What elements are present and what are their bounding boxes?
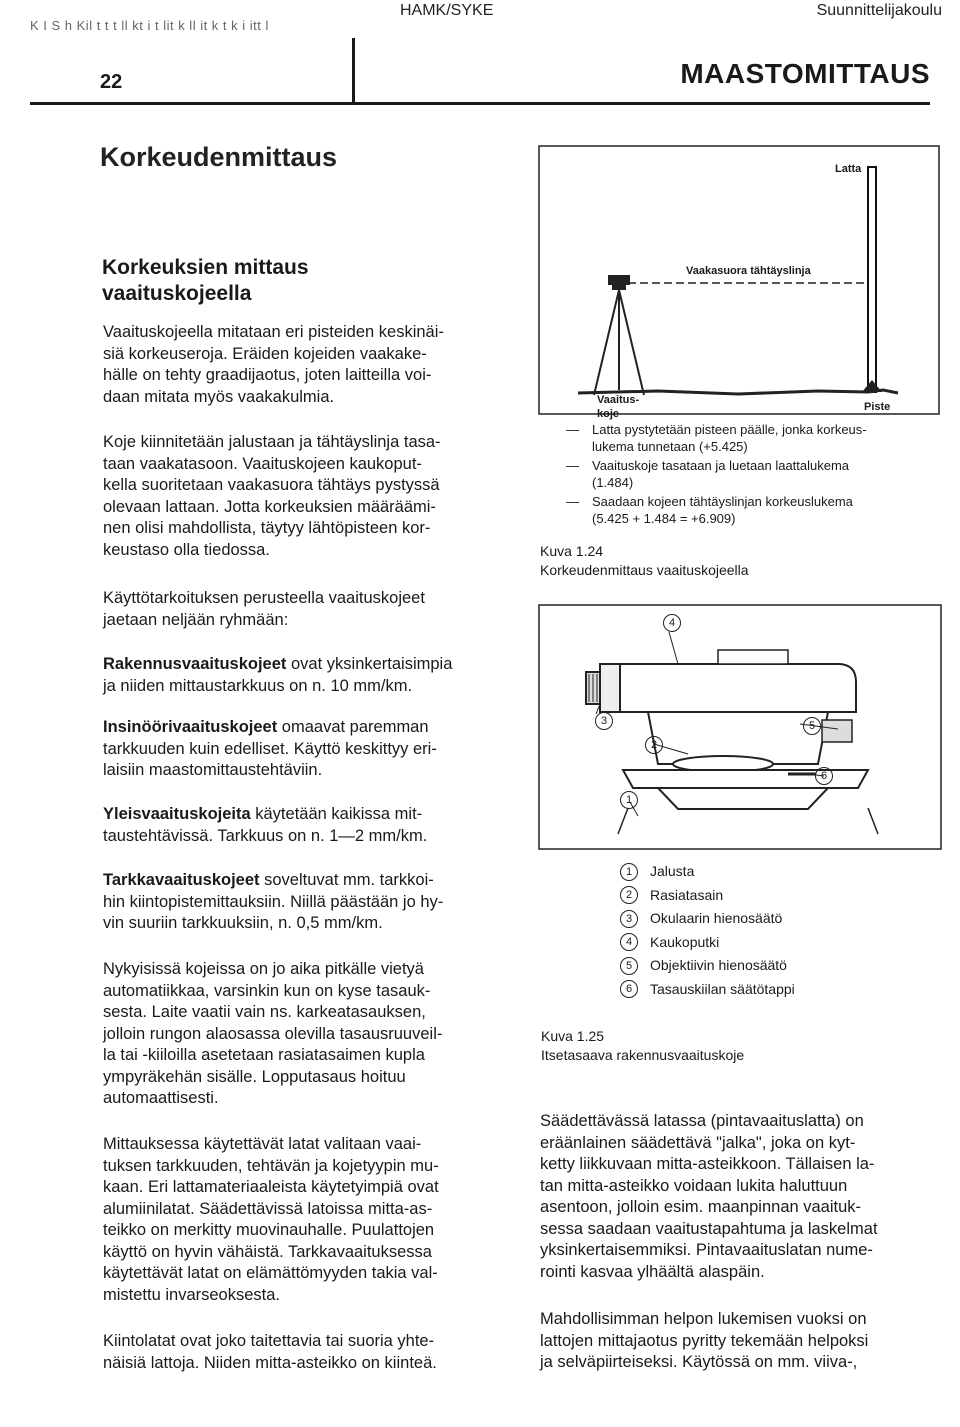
type-term: Yleisvaaituskojeita (103, 805, 251, 823)
callout-2: 2 (645, 736, 663, 754)
fig1-caption-number: Kuva 1.24 (540, 543, 604, 559)
legend-label: Okulaarin hienosäätö (650, 910, 783, 926)
page-title: Korkeudenmittaus (100, 142, 338, 172)
subheading: Korkeuksien mittaus vaaituskojeella (102, 256, 309, 305)
legend-label: Objektiivin hienosäätö (650, 957, 787, 973)
legend-number: 4 (620, 933, 638, 951)
paragraph-lines: Säädettävässä latassa (pintavaaituslatta) on eräänlainen säädettävä "jalka", joka on kyt- ketty liikkuvaan mitta-asteikkoon. Tällaisen la- tan mitta-asteikko voidaan lukita haluttuun asentoon, jolloin esim. maanpinnan vaaituk- sessa saadaan vaaitustapahtuma ja laskelmat yksinkertaisemmiksi. Pintavaaituslatan nume- rointi kasvaa ylhäältä alaspäin. (540, 1112, 878, 1281)
intro-paragraph-1 (103, 322, 503, 408)
legend-number: 3 (620, 910, 638, 928)
paragraph-kiintolatat (103, 1331, 503, 1374)
callout-4: 4 (663, 614, 681, 632)
running-header-center: HAMK/SYKE (400, 2, 494, 19)
paragraph-lukeminen (540, 1309, 940, 1374)
legend-number: 6 (620, 980, 638, 998)
running-header-faint: K I S h Kil t t t ll kt i t lit k ll it k t k i itt l (30, 18, 269, 33)
paragraph-latat (103, 1134, 503, 1306)
callout-3: 3 (595, 712, 613, 730)
legend-item (620, 860, 795, 884)
fig1-step: — Saadaan kojeen tähtäyslinjan korkeuslukema (5.425 + 1.484 = +6.909) (566, 494, 853, 526)
type-term: Tarkkavaaituskojeet (103, 871, 260, 889)
step-text: Latta pystytetään pisteen päälle, jonka korkeus- lukema tunnetaan (+5.425) (592, 422, 867, 454)
legend-item (620, 978, 795, 1002)
fig1-label-piste: Piste (864, 401, 891, 413)
legend-label: Kaukoputki (650, 933, 720, 950)
legend-label: Jalusta (650, 863, 695, 879)
type-term: Insinöörivaaituskojeet (103, 718, 278, 736)
legend-label: Rasiatasain (650, 886, 724, 903)
legend-number: 2 (620, 886, 638, 904)
paragraph-automation (103, 959, 503, 1110)
paragraph-lines: Kiintolatat ovat joko taitettavia tai suoria yhte- näisiä lattoja. Niiden mitta-asteikko on kiinteä. (103, 1332, 437, 1372)
paragraph-lines: Vaaituskojeella mitataan eri pisteiden keskinäi- siä korkeuseroja. Eräiden kojeiden vaakake- hälle on tehty graadijaotus, joten laitteilla voi- daan mitata myös vaakakulmia. (103, 323, 444, 406)
fig1-step: — Latta pystytetään pisteen päälle, jonka korkeus- lukema tunnetaan (+5.425) (566, 422, 867, 454)
fig1-label-latta: Latta (835, 163, 862, 175)
running-header-right: Suunnittelijakoulu (816, 2, 942, 19)
fig1-steps (566, 421, 946, 527)
fig1-label-sightline: Vaakasuora tähtäyslinja (686, 265, 811, 277)
fig2-legend (620, 860, 795, 1001)
fig1-step: — Vaaituskoje tasataan ja luetaan laattalukema (1.484) (566, 458, 850, 490)
type-desc: soveltuvat mm. tarkkoi- hin kiintopistemittauksiin. Niillä päästään jo hy- vin suuriin tarkkuuksiin, n. 0,5 mm/km. (103, 871, 444, 932)
step-text: Vaaituskoje tasataan ja luetaan laattalukema (1.484) (592, 458, 850, 490)
fig1-label-vaaitus: Vaaitus- (597, 394, 640, 406)
callout-1: 1 (620, 791, 638, 809)
legend-label: Tasauskiilan säätötappi (650, 980, 795, 997)
section-title: MAASTOMITTAUS (680, 58, 930, 89)
intro-paragraph-3 (103, 588, 503, 631)
paragraph-lines: Käyttötarkoituksen perusteella vaaituskojeet jaetaan neljään ryhmään: (103, 589, 425, 629)
paragraph-lines: Mittauksessa käytettävät latat valitaan vaai- tuksen tarkkuuden, tehtävän ja kojetyypin mu- kaan. Eri lattamateriaaleista käytetyimpiä ovat alumiinilatat. Säädettävissä latoissa mitta-as- teikko on merkitty muovinauhalle. Puulattojen käyttö on hyvin vähäistä. Tarkkavaaituksessa käytettävät latat on elämättömyyden takia val- mistettu invarseoksesta. (103, 1135, 439, 1304)
callout-5: 5 (803, 717, 821, 735)
fig1-label-koje: koje (597, 408, 620, 420)
type-desc: käytetään kaikissa mit- taustehtävissä. Tarkkuus on n. 1—2 mm/km. (103, 805, 428, 845)
fig1-caption: Korkeudenmittaus vaaituskojeella (540, 562, 749, 578)
figure-levelling-diagram (538, 145, 940, 415)
type-tarkka (103, 870, 503, 935)
type-desc: ovat yksinkertaisimpia ja niiden mittaustarkkuus on n. 10 mm/km. (103, 655, 453, 695)
type-insinoori (103, 717, 503, 782)
legend-item (620, 931, 795, 955)
intro-paragraph-2 (103, 432, 503, 561)
paragraph-lines: Nykyisissä kojeissa on jo aika pitkälle vietyä automatiikkaa, varsinkin kun on kyse tasauk- sesta. Laite vaatii vain ns. karkeatasauksen, jolloin rungon alaosassa olevilla tasausruuveil- la tai -kiiloilla asetetaan rasiatasaimen kupla ympyräkehän sisälle. Lopputasaus hoituu automaattisesti. (103, 960, 443, 1107)
step-text: Saadaan kojeen tähtäyslinjan korkeuslukema (5.425 + 1.484 = +6.909) (592, 494, 853, 526)
legend-item (620, 907, 795, 931)
fig2-caption-number: Kuva 1.25 (541, 1028, 605, 1044)
paragraph-lines: Mahdollisimman helpon lukemisen vuoksi on lattojen mittajaotus pyritty tekemään helpoksi ja selväpiirteiseksi. Käytössä on mm. viiva-, (540, 1310, 869, 1371)
legend-item (620, 884, 795, 908)
paragraph-saadettava-latta (540, 1111, 940, 1283)
type-rakennus (103, 654, 503, 697)
header-divider-vertical (352, 38, 355, 104)
fig2-caption: Itsetasaava rakennusvaaituskoje (541, 1047, 745, 1063)
legend-number: 1 (620, 863, 638, 881)
legend-number: 5 (620, 957, 638, 975)
legend-item (620, 954, 795, 978)
page-number: 22 (100, 71, 123, 93)
type-yleis (103, 804, 503, 847)
type-desc: omaavat paremman tarkkuuden kuin edelliset. Käyttö keskittyy eri- laisiin maastomittaustehtäviin. (103, 718, 437, 779)
type-term: Rakennusvaaituskojeet (103, 655, 287, 673)
callout-6: 6 (815, 767, 833, 785)
paragraph-lines: Koje kiinnitetään jalustaan ja tähtäyslinja tasa- taan vaakatasoon. Vaaituskojeen kaukoput- kella suoritetaan vaakasuora tähtäys pystyssä olevaan lattaan. Jotta korkeuksien määräämi- nen olisi mahdollista, täytyy lähtöpisteen kor- keustaso olla tiedossa. (103, 433, 441, 559)
header-rule (30, 102, 930, 105)
